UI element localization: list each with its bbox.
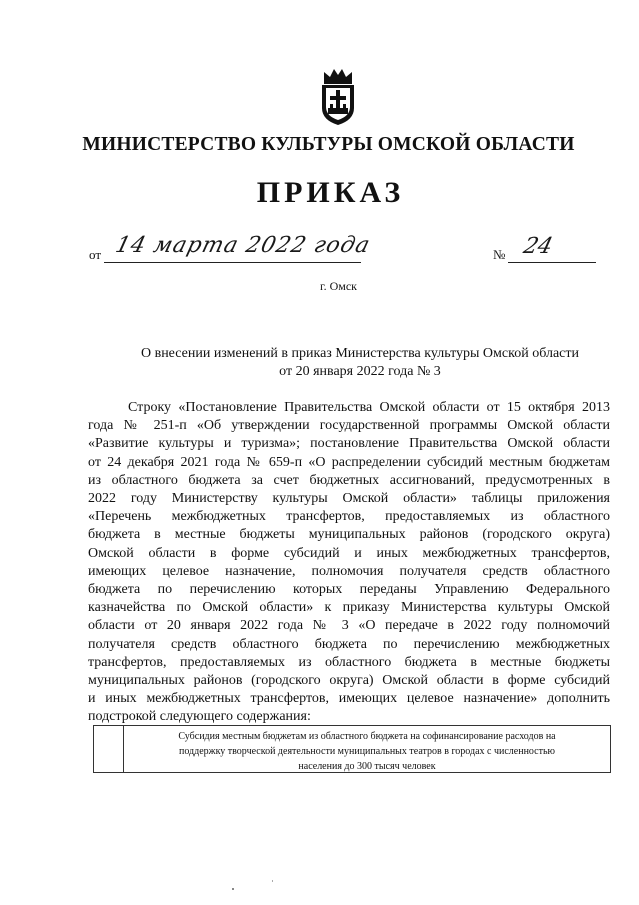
body-line: казначейства по Омской области» к приказу Министерства культуры Омской [88,600,610,616]
subsidy-table-row [93,725,611,773]
body-line: муниципальных районов (городского округа) Омской области в форме субсидий [88,673,610,689]
table-line: поддержку творческой деятельности муниципальных театров в городах с численностью [178,746,556,757]
city-label: г. Омск [320,279,357,293]
body-line: «Развитие культуры и туризма»; постановление Правительства Омской области [88,436,610,452]
date-prefix: от [89,247,102,262]
number-prefix: № [493,247,506,262]
subject-line: от 20 января 2022 года № 3 [279,364,441,379]
body-line: области от 20 января 2022 года № 3 «О передаче в 2022 году полномочий [88,618,610,634]
body-line: Омской области в форме субсидий и иных межбюджетных трансфертов, [88,545,610,561]
number-underline [508,262,596,263]
body-line: «Перечень межбюджетных трансфертов, предоставляемых из областного [88,509,610,525]
body-line: имеющих целевое назначение, полномочия получателя средств областного [88,563,610,579]
table-empty-cell [94,726,124,772]
table-text-cell [124,726,610,772]
handwritten-number: 24 [520,234,556,259]
table-line: населения до 300 тысяч человек [298,761,436,772]
date-underline [104,262,361,263]
body-line: и иных межбюджетных трансфертов, имеющих целевое назначение» дополнить [88,691,610,707]
body-line: 2022 году Министерству культуры Омской области» таблицы приложения [88,491,610,507]
scan-speck [232,888,234,890]
body-line: получателя средств областного бюджета по перечислению межбюджетных [88,636,610,652]
body-line: Строку «Постановление Правительства Омской области от 15 октября 2013 [128,400,610,415]
body-line: бюджета по перечислению которых переданы Управлению Федерального [88,582,610,598]
body-line: из областного бюджета за счет бюджетных ассигнований, предусмотренных в [88,472,610,488]
order-subject [100,345,620,381]
subject-line: О внесении изменений в приказ Министерства культуры Омской области [140,346,580,361]
handwritten-date: 14 марта 2022 года [112,233,373,258]
scan-speck [272,880,273,882]
document-type-title: ПРИКАЗ [256,176,405,209]
body-line: от 24 декабря 2021 года № 659-п «О распределении субсидий местным бюджетам [88,454,610,470]
body-line: года № 251-п «Об утверждении государственной программы Омской области [88,418,610,434]
ministry-name: МИНИСТЕРСТВО КУЛЬТУРЫ ОМСКОЙ ОБЛАСТИ [82,134,575,155]
omsk-coat-of-arms-icon [318,68,358,126]
body-line: бюджета в местные бюджеты муниципальных районов (городского округа) [88,527,610,543]
body-line: подстрокой следующего содержания: [88,709,311,725]
table-line: Субсидия местным бюджетам из областного бюджета на софинансирование расходов на [178,731,556,742]
body-line: трансфертов, предоставляемых из областного бюджета в местные бюджеты [88,654,610,670]
order-body [88,399,610,727]
